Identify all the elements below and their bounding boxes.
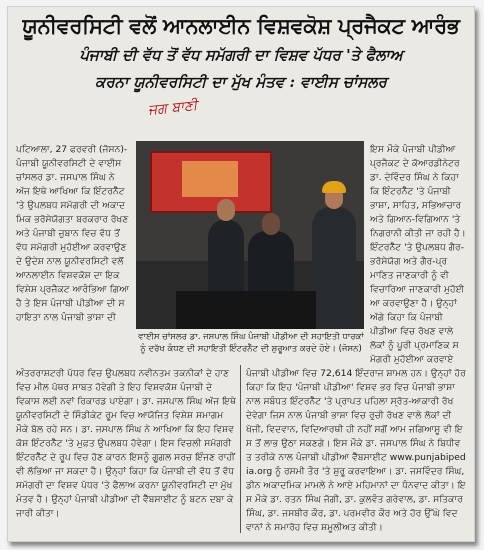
handwritten-note: ਜਗ ਬਾਣੀ — [147, 97, 199, 119]
photo-caption: ਵਾਈਸ ਚਾਂਸਲਰ ਡਾ. ਜਸਪਾਲ ਸਿੰਘ ਪੰਜਾਬੀ ਪੀਡੀਆ ਦੀ ਸਹਾਇਤੀ ਧਾਰਕਾਂ ਨੂੰ ਦਰੱਖ ਕੰਧਣ ਦੀ ਸਹਾਇਤੀ ਇੰਟਰਨੈੱਟ ਦੀ ਸ਼ੁਰੂਆਤ ਕਰਦੇ ਹੋਏ। (ਜੋਸਨ) — [138, 332, 364, 354]
article-photo — [136, 141, 364, 329]
subheadline-secondary: ਕਰਨਾ ਯੂਨੀਵਰਸਿਟੀ ਦਾ ਮੁੱਖ ਮੰਤਵ : ਵਾਈਸ ਚਾਂਸਲਰ — [95, 73, 387, 91]
photo-person-head — [262, 213, 280, 235]
subheadline: ਪੰਜਾਬੀ ਦੀ ਵੱਧ ਤੋਂ ਵੱਧ ਸਮੱਗਰੀ ਦਾ ਵਿਸ਼ਵ ਪੱਧਰ 'ਤੇ ਫੈਲਾਅ — [79, 46, 403, 64]
article-bottom-right-column: ਪੰਜਾਬੀ ਪੀਡੀਆ ਵਿਚ 72,614 ਇੰਦਰਾਜ ਸ਼ਾਮਲ ਹਨ। ਉਨ੍ਹਾਂ ਹੋਰ ਕਿਹਾ ਕਿ ਇਹ 'ਪੰਜਾਬੀ ਪੀਡੀਆ' ਵਿਸ਼ਵ ਭਰ ਵਿਚ ਪੰਜਾਬੀ ਭਾਸ਼ਾ ਨਾਲ ਸਬੰਧਤ ਇੰਟਰਨੈੱਟ 'ਤੇ ਪ੍ਰਾਪਤ ਪਹਿਲਾ ਸ੍ਰੋਤ-ਆਕਾਰੀ ਰੱਖ ਦੇਵੇਗਾ ਜਿਸ ਨਾਲ ਪੰਜਾਬੀ ਭਾਸ਼ਾ ਵਿਚ ਰੁਚੀ ਰੱਖਣ ਵਾਲੇ ਲੋਕਾਂ ਦੀ ਖੋਜੀ, ਵਿਦਵਾਨ, ਵਿਦਿਆਰਥੀ ਹੀ ਨਹੀਂ ਸਗੋਂ ਆਮ ਜਗਿਆਸੂ ਵੀ ਇਸ ਤੋਂ ਲਾਭ ਉਠਾ ਸਕਣਗੇ। ਇਸ ਮੌਕੇ ਡਾ. ਜਸਪਾਲ ਸਿੰਘ ਨੇ ਬਿਧੀਵਤ ਤਰੀਕੇ ਨਾਲ ਪੰਜਾਬੀ ਪੀਡੀਆ ਵੈੱਬਸਾਈਟ www.punjabipedia.org ਨੂੰ ਰਸਮੀ ਤੌਰ 'ਤੇ ਸ਼ੁਰੂ ਕਰਵਾਇਆ। ਡਾ. ਜਸਵਿੰਦਰ ਸਿੰਘ, ਡੀਨ ਅਕਾਦਮਿਕ ਮਾਮਲੇ ਨੇ ਆਏ ਮਹਿਮਾਨਾਂ ਦਾ ਧੰਨਵਾਦ ਕੀਤਾ। ਇਸ ਮੌਕੇ ਡਾ. ਰਤਨ ਸਿੰਘ ਜੱਗੀ, ਡਾ. ਕੁਲਵੰਤ ਗਰੇਵਾਲ, ਡਾ. ਸਤਿਕਾਰ ਸਿੰਘ, ਡਾ. ਜਸਬੀਰ ਕੌਰ, ਡਾ. ਪਰਮਵੀਰ ਕੌਰ ਅਤੇ ਹੋਰ ਉੱਘੇ ਵਿਦਵਾਨਾਂ ਨੇ ਸਮਾਰੋਹ ਵਿਚ ਸ਼ਮੂਲੀਅਤ ਕੀਤੀ। — [246, 368, 466, 533]
photo-person-head — [217, 199, 235, 221]
article-left-column: ਪਟਿਆਲਾ, 27 ਫਰਵਰੀ (ਜੋਸਨ)- ਪੰਜਾਬੀ ਯੂਨੀਵਰਸਿਟੀ ਦੇ ਵਾਈਸ ਚਾਂਸਲਰ ਡਾ. ਜਸਪਾਲ ਸਿੰਘ ਨੇ ਅੱਜ ਇਥੇ ਆਖਿਆ ਕਿ ਇੰਟਰਨੈੱਟ 'ਤੇ ਉਪਲਬਧ ਸਮੱਗਰੀ ਦੀ ਅਕਾਦਮਿਕ ਭਰੋਸੇਯੋਗਤਾ ਬਰਕਰਾਰ ਰੱਖਣ ਅਤੇ ਪੰਜਾਬੀ ਜ਼ੁਬਾਨ ਵਿਚ ਵੱਧ ਤੋਂ ਵੱਧ ਸਮੱਗਰੀ ਮੁਹੱਈਆ ਕਰਵਾਉਣ ਦੇ ਉਦੇਸ਼ ਨਾਲ ਯੂਨੀਵਰਸਿਟੀ ਵਲੋਂ ਆਨਲਾਈਨ ਵਿਸ਼ਵਕੋਸ਼ ਦਾ ਇਕ ਵਿਸ਼ੇਸ਼ ਪ੍ਰਜੈਕਟ ਆਰੰਭਿਆ ਗਿਆ ਹੈ ਤੇ ਇਸ ਪੰਜਾਬੀ ਪੀਡੀਆ ਦੀ ਸਹਾਇਤਾ ਨਾਲ ਪੰਜਾਬੀ ਭਾਸ਼ਾ ਦੀ — [16, 144, 130, 323]
photo-banner — [150, 151, 272, 213]
article-bottom-left-column: ਅੰਤਰਰਾਸ਼ਟਰੀ ਪੱਧਰ ਵਿਚ ਉਪਲਬਧ ਨਵੀਨਤਮ ਤਕਨੀਕਾਂ ਦੇ ਹਾਣ ਵਿਚ ਮੀਲ ਪੱਥਰ ਸਾਬਤ ਹੋਵੇਗੀ ਤੇ ਇਹ ਵਿਸ਼ਵਕੋਸ਼ ਪੰਜਾਬੀ ਦੇ ਵਿਕਾਸ ਲਈ ਨਵਾਂ ਰਿਕਾਰਡ ਪਾਏਗਾ। ਡਾ. ਜਸਪਾਲ ਸਿੰਘ ਅੱਜ ਇਥੇ ਯੂਨੀਵਰਸਿਟੀ ਦੇ ਸਿੰਡੀਕੇਟ ਰੂਮ ਵਿਚ ਆਯੋਜਿਤ ਵਿਸ਼ੇਸ਼ ਸਮਾਗਮ ਮੌਕੇ ਬੋਲ ਰਹੇ ਸਨ। ਡਾ. ਜਸਪਾਲ ਸਿੰਘ ਨੇ ਆਖਿਆ ਕਿ ਇਹ ਵਿਸ਼ਵਕੋਸ਼ ਇੰਟਰਨੈੱਟ 'ਤੇ ਮੁਫ਼ਤ ਉਪਲਬਧ ਹੋਵੇਗਾ। ਇਸ ਵਿਚਲੀ ਸਮੱਗਰੀ ਇੰਟਰਨੈੱਟ ਦੇ ਰੂਪ ਵਿਚ ਹੋਣ ਕਾਰਨ ਇਸਨੂੰ ਗੂਗਲ ਸਰਚ ਇੰਜਣ ਰਾਹੀਂ ਵੀ ਲੱਭਿਆ ਜਾ ਸਕਦਾ ਹੈ। ਉਨ੍ਹਾਂ ਕਿਹਾ ਕਿ ਪੰਜਾਬੀ ਦੀ ਵੱਧ ਤੋਂ ਵੱਧ ਸਮੱਗਰੀ ਦਾ ਵਿਸ਼ਵ ਪੱਧਰ 'ਤੇ ਫੈਲਾਅ ਕਰਨਾ ਯੂਨੀਵਰਸਿਟੀ ਦਾ ਮੁੱਖ ਮੰਤਵ ਹੈ। ਉਨ੍ਹਾਂ ਪੰਜਾਬੀ ਪੀਡੀਆ ਦੀ ਵੈੱਬਸਾਈਟ ਨੂੰ ਬਟਨ ਦਬਾ ਕੇ ਜਾਰੀ ਕੀਤਾ। — [16, 368, 236, 519]
photo-person — [312, 207, 356, 325]
newspaper-clipping — [7, 6, 475, 542]
column-divider — [240, 365, 241, 533]
photo-laptop-table — [176, 291, 316, 329]
turban — [322, 181, 346, 193]
article-right-column: ਇਸ ਮੌਕੇ ਪੰਜਾਬੀ ਪੀਡੀਆ ਪ੍ਰਜੈਕਟ ਦੇ ਕੋਆਰਡੀਨੇਟਰ ਡਾ. ਦੇਵਿੰਦਰ ਸਿੰਘ ਨੇ ਕਿਹਾ ਕਿ ਇੰਟਰਨੈੱਟ 'ਤੇ ਪੰਜਾਬੀ ਭਾਸ਼ਾ, ਸਾਹਿਤ, ਸਭਿਆਚਾਰ ਅਤੇ ਗਿਆਨ-ਵਿਗਿਆਨ 'ਤੇ ਨਿਗਰਾਨੀ ਕੀਤੀ ਜਾ ਰਹੀ ਹੈ। ਇੰਟਰਨੈੱਟ 'ਤੇ ਉਪਲਬਧ ਗੈਰ-ਭਰੋਸੇਯੋਗ ਅਤੇ ਗੈਰ-ਪ੍ਰਮਾਣਿਤ ਜਾਣਕਾਰੀ ਨੂੰ ਵੀ ਵਿਚਾਰਿਆ ਜਾਣਕਾਰੀ ਮੁਹੱਈਆ ਕਰਵਾਉਣਾ ਹੈ। ਉਨ੍ਹਾਂ ਅੱਗੇ ਕਿਹਾ ਕਿ ਪੰਜਾਬੀ ਪੀਡੀਆ ਵਿਚ ਰੱਖਣ ਵਾਲੇ ਲੋਕਾਂ ਨੂੰ ਪੂਰੀ ਪ੍ਰਮਾਣਿਕ ਸਮੱਗਰੀ ਮੁਹੱਈਆ ਕਰਵਾਏ — [370, 144, 466, 365]
headline: ਯੂਨੀਵਰਸਿਟੀ ਵਲੋਂ ਆਨਲਾਈਨ ਵਿਸ਼ਵਕੋਸ਼ ਪ੍ਰਜੈਕਟ ਆਰੰਭ — [22, 13, 460, 38]
